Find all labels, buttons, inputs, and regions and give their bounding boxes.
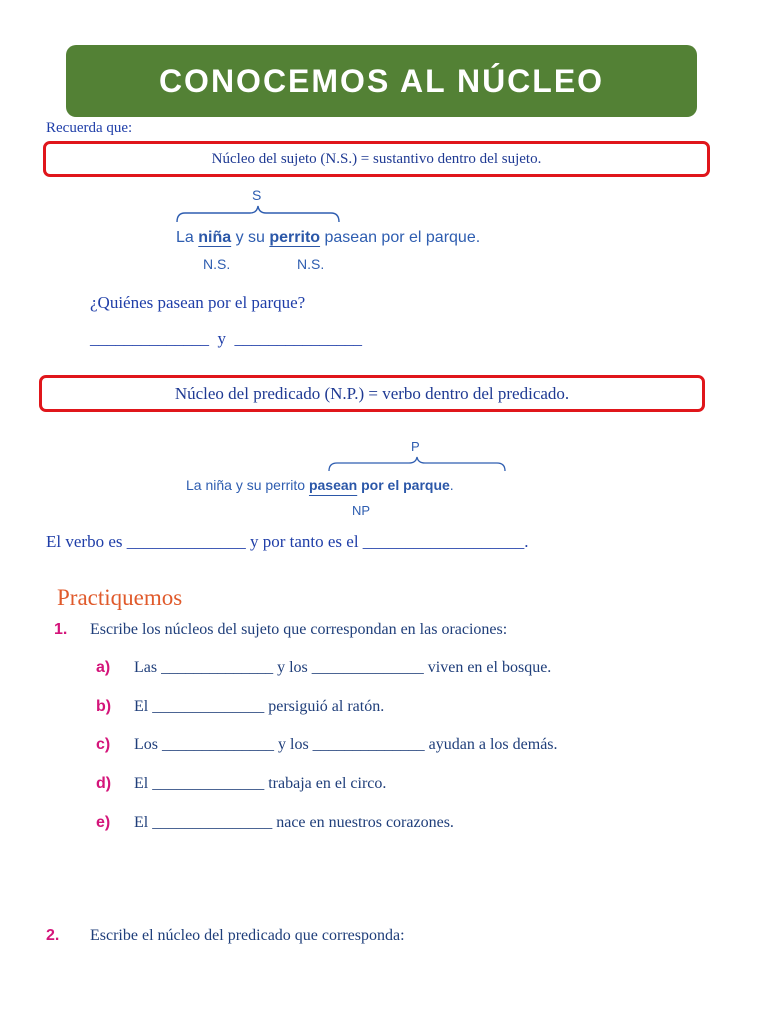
example2-end: . (449, 477, 454, 493)
item-b-text[interactable]: El ______________ persiguió al ratón. (134, 698, 385, 715)
example1-nina: niña (198, 229, 232, 246)
item-d-text[interactable]: El ______________ trabaja en el circo. (134, 775, 387, 792)
brace-predicado (327, 455, 507, 473)
ns-label-2: N.S. (297, 256, 325, 272)
recuerda-label: Recuerda que: (46, 120, 133, 136)
exercise2-number: 2. (46, 927, 60, 944)
item-c-letter: c) (96, 736, 111, 753)
item-e-text[interactable]: El _______________ nace en nuestros corazones. (134, 814, 454, 831)
question-quienes: ¿Quiénes pasean por el parque? (90, 293, 306, 312)
item-a-letter: a) (96, 659, 111, 676)
brace-label-p: P (411, 439, 420, 454)
practice-heading: Practiquemos (57, 585, 183, 610)
rule-sujeto-text: Núcleo del sujeto (N.S.) = sustantivo dentro del sujeto. (211, 150, 542, 167)
example2-verb: pasean (308, 477, 358, 493)
exercise1-number: 1. (54, 621, 68, 638)
example2-pre: La niña y su perrito (186, 477, 309, 493)
exercise2-instruction: Escribe el núcleo del predicado que corresponda: (90, 927, 405, 944)
item-d-letter: d) (96, 775, 112, 792)
np-label: NP (352, 503, 371, 518)
rule-box-sujeto (43, 141, 710, 177)
example1-mid: y su (231, 229, 270, 246)
title-banner (66, 45, 697, 117)
rule-box-predicado (39, 375, 705, 412)
item-e-letter: e) (96, 814, 111, 831)
answer-blanks-1[interactable]: ______________ y _______________ (90, 329, 362, 348)
item-a-text[interactable]: Las ______________ y los ______________ viven en el bosque. (134, 659, 552, 676)
example1-post: pasean por el parque. (320, 229, 481, 246)
ns-label-1: N.S. (203, 256, 231, 272)
example1-pre: La (176, 229, 199, 246)
brace-sujeto (175, 204, 341, 224)
exercise1-instruction: Escribe los núcleos del sujeto que correspondan en las oraciones: (90, 621, 508, 638)
example1-sentence (176, 229, 480, 247)
rule-predicado-text: Núcleo del predicado (N.P.) = verbo dentro del predicado. (174, 383, 570, 403)
page-title: CONOCEMOS AL NÚCLEO (158, 62, 605, 99)
example2-rest: por el parque (357, 477, 450, 493)
item-c-text[interactable]: Los ______________ y los ______________ ayudan a los demás. (134, 736, 558, 753)
example2-sentence (186, 477, 454, 493)
brace-label-s: S (252, 187, 262, 203)
example1-perrito: perrito (269, 229, 321, 246)
item-b-letter: b) (96, 698, 112, 715)
verbo-line[interactable]: El verbo es ______________ y por tanto es el ___________________. (46, 532, 529, 551)
